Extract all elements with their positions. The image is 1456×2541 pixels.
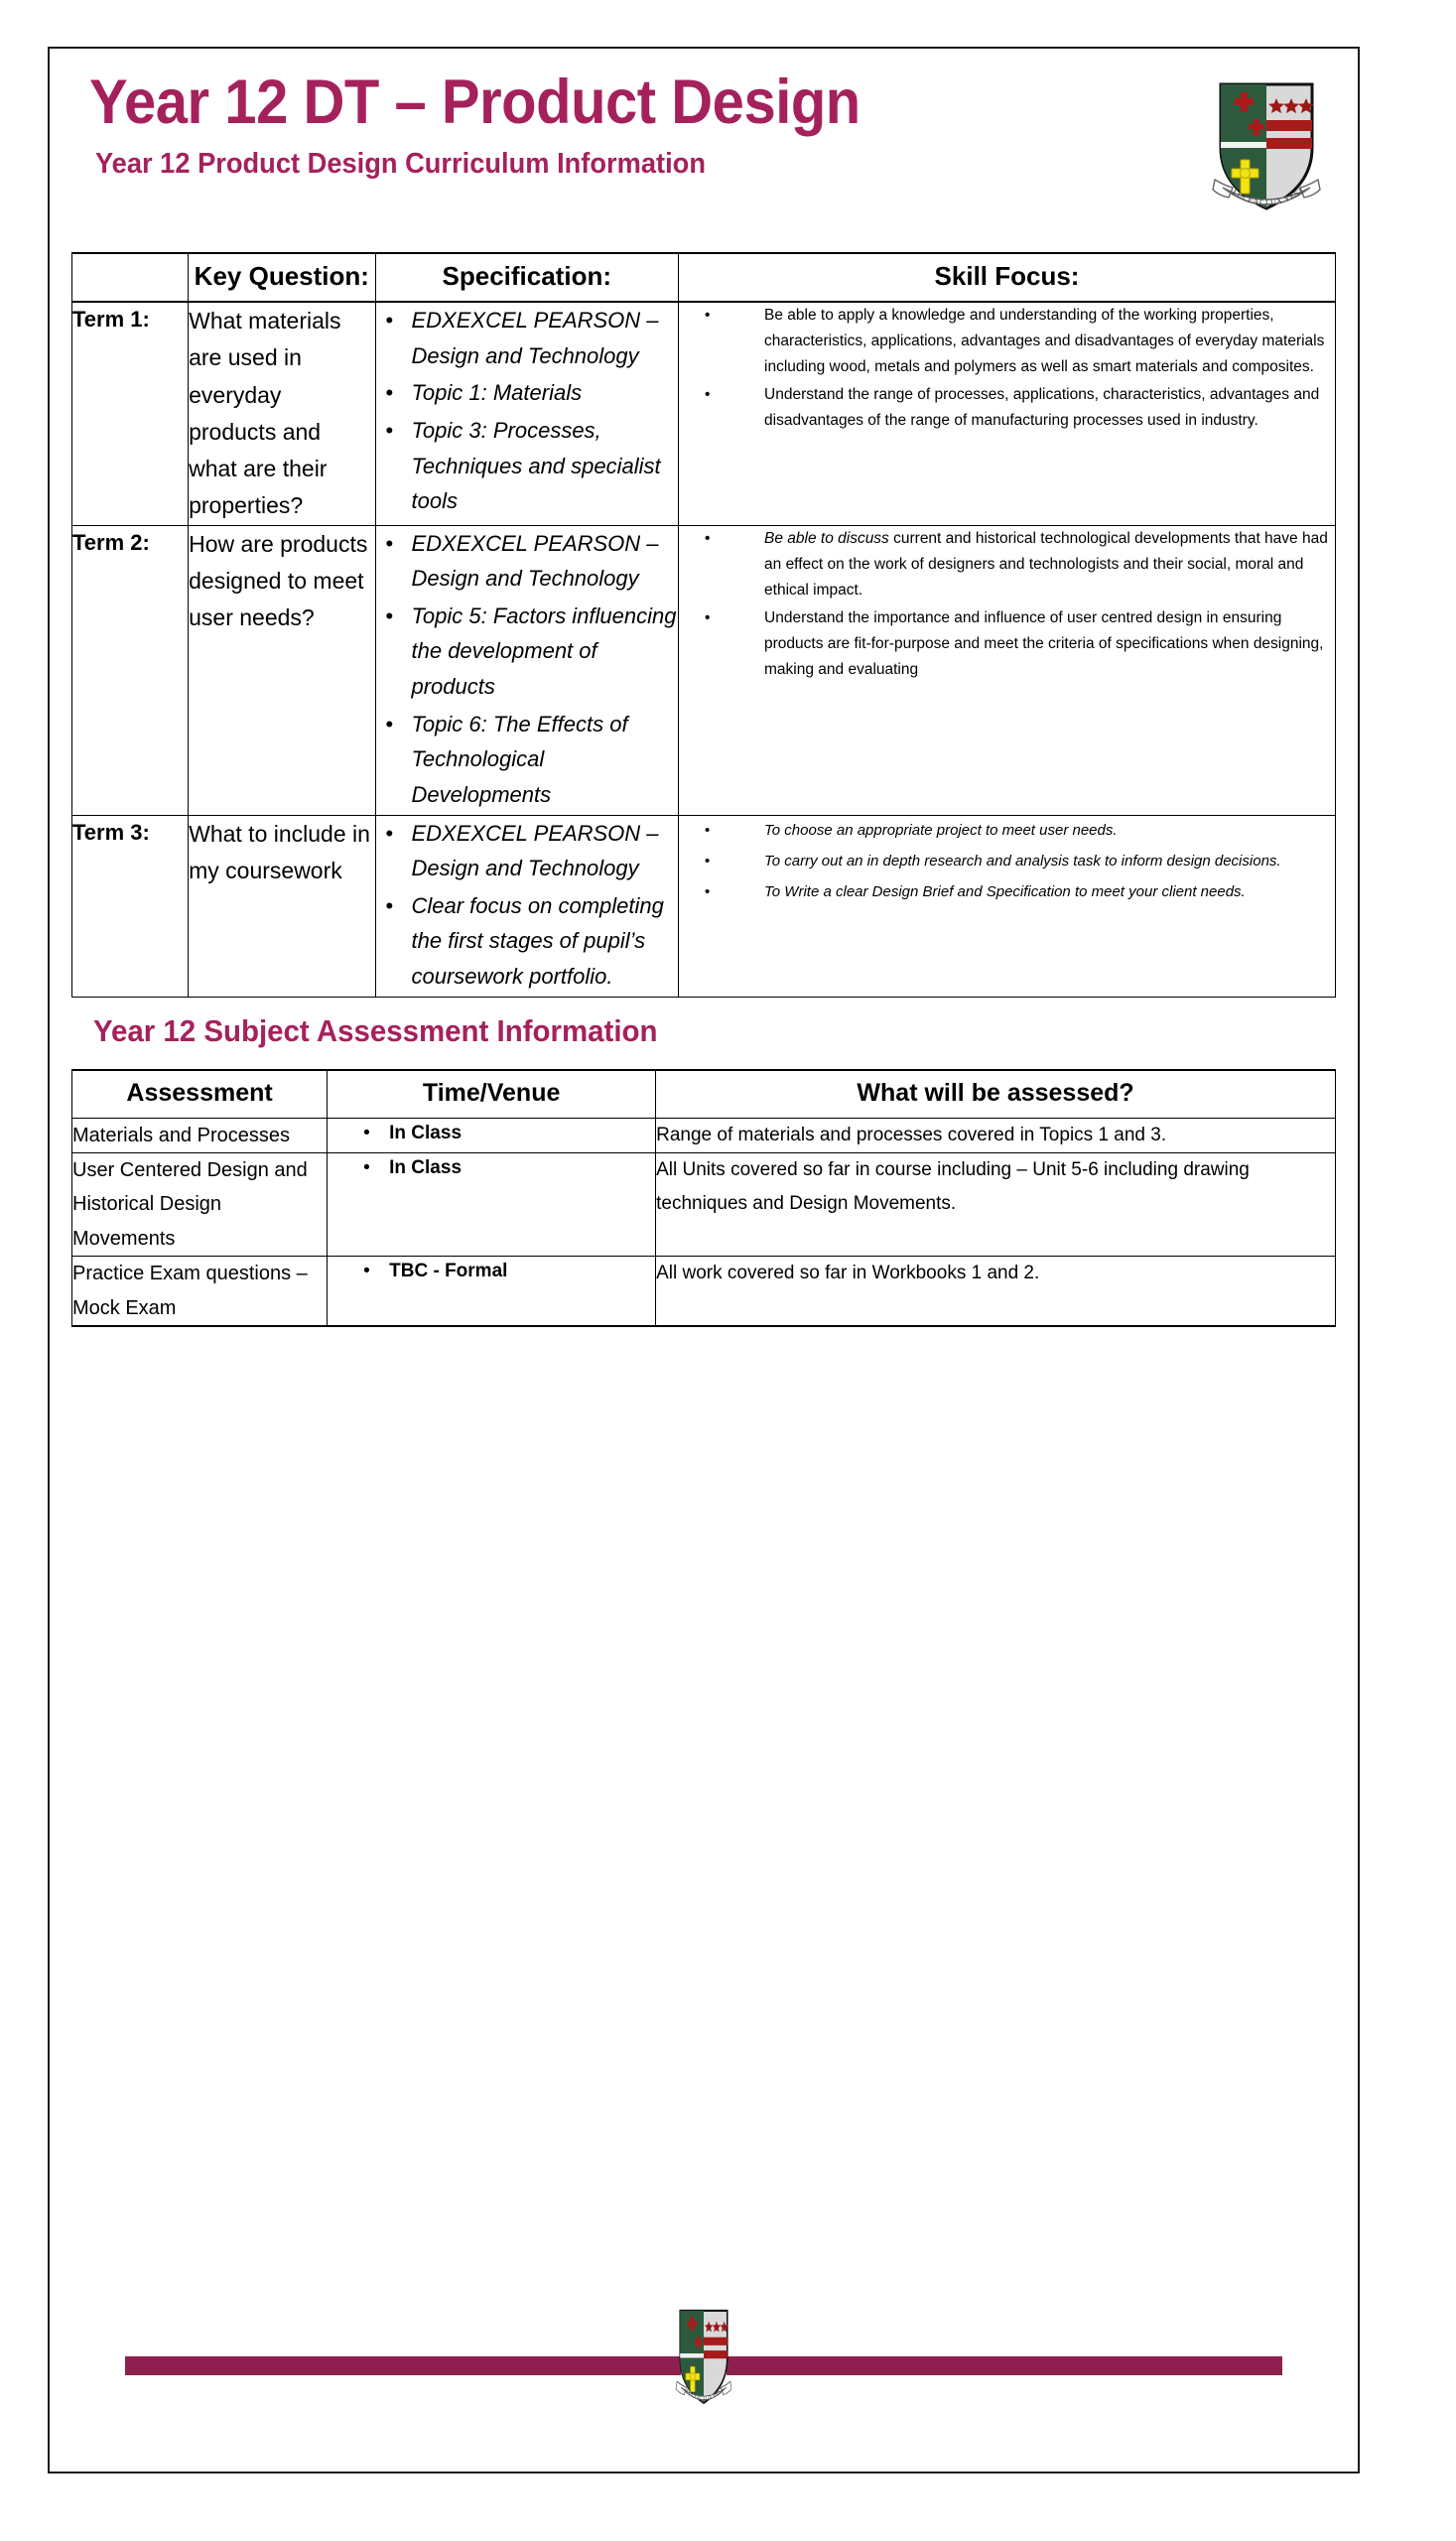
curriculum-header-specification: Specification: (375, 253, 679, 302)
italic-lead: Be able to discuss (764, 529, 889, 547)
specification-list (375, 302, 679, 525)
assessment-name: Materials and Processes (72, 1118, 328, 1152)
table-row (72, 815, 1336, 997)
term-label: Term 2: (72, 525, 189, 815)
school-crest-icon (1203, 76, 1330, 215)
assessment-time-venue (328, 1118, 656, 1152)
list-item: • Understand the range of processes, applications, characteristics, advantages and disadvantages of the range of manufacturing processes used in industry. (679, 382, 1335, 434)
assessment-header-row (72, 1070, 1336, 1119)
assessment-time-venue (328, 1257, 656, 1326)
school-crest-icon-footer (673, 2305, 734, 2408)
assessment-what: Range of materials and processes covered in Topics 1 and 3. (656, 1118, 1336, 1152)
assessment-table (71, 1069, 1336, 1327)
list-item: • To choose an appropriate project to meet user needs. (679, 816, 1335, 845)
list-item: • Topic 5: Factors influencing the development of products (376, 599, 679, 705)
assessment-header-time-venue: Time/Venue (328, 1070, 656, 1119)
assessment-what: All work covered so far in Workbooks 1 and 2. (656, 1257, 1336, 1326)
list-item: • Be able to apply a knowledge and understanding of the working properties, characteristics, applications, advantages and disadvantages of everyday materials including wood, metals and polymers as well as smart materials and composites. (679, 303, 1335, 380)
curriculum-header-skill-focus: Skill Focus: (679, 253, 1336, 302)
curriculum-header-key-question: Key Question: (189, 253, 375, 302)
skill-focus-list (679, 815, 1336, 997)
term-label: Term 1: (72, 302, 189, 525)
curriculum-header-row (72, 253, 1336, 302)
table-row (72, 1153, 1336, 1257)
assessment-header-what: What will be assessed? (656, 1070, 1336, 1119)
specification-list (375, 815, 679, 997)
table-row (72, 1118, 1336, 1152)
table-row (72, 302, 1336, 525)
document-page (48, 47, 1360, 2474)
assessment-header-assessment: Assessment (72, 1070, 328, 1119)
list-item: • To carry out an in depth research and analysis task to inform design decisions. (679, 847, 1335, 875)
list-item: • Be able to discuss current and historical technological developments that have had an effect on the work of designers and technologists and their social, moral and ethical impact. (679, 526, 1335, 603)
page-subtitle: Year 12 Product Design Curriculum Information (95, 148, 706, 181)
list-item: • Clear focus on completing the first stages of pupil’s coursework portfolio. (376, 888, 679, 995)
assessment-section-title: Year 12 Subject Assessment Information (93, 1012, 658, 1048)
curriculum-table (71, 252, 1336, 998)
curriculum-header-term (72, 253, 189, 302)
list-item: • Understand the importance and influence of user centred design in ensuring products are fit-for-purpose and meet the criteria of specifications when designing, making and evaluating (679, 605, 1335, 683)
list-item: • In Class (328, 1153, 655, 1183)
specification-list (375, 525, 679, 815)
list-item: • TBC - Formal (328, 1257, 655, 1286)
list-item: • Topic 3: Processes, Techniques and specialist tools (376, 413, 679, 519)
table-row (72, 525, 1336, 815)
page-title: Year 12 DT – Product Design (89, 67, 860, 137)
assessment-time-venue (328, 1153, 656, 1257)
term-label: Term 3: (72, 815, 189, 997)
key-question-text: How are products designed to meet user needs? (189, 525, 375, 815)
footer-bar-right (727, 2356, 1282, 2375)
document-header (71, 67, 1336, 234)
list-item: • To Write a clear Design Brief and Specification to meet your client needs. (679, 877, 1335, 906)
footer-bar-left (125, 2356, 681, 2375)
list-item: • EDXEXCEL PEARSON – Design and Technology (376, 526, 679, 597)
skill-focus-list (679, 525, 1336, 815)
list-item: • EDXEXCEL PEARSON – Design and Technology (376, 303, 679, 373)
assessment-name: User Centered Design and Historical Design Movements (72, 1153, 328, 1257)
list-item: • Topic 1: Materials (376, 375, 679, 411)
key-question-text: What materials are used in everyday products and what are their properties? (189, 302, 375, 525)
assessment-name: Practice Exam questions – Mock Exam (72, 1257, 328, 1326)
key-question-text: What to include in my coursework (189, 815, 375, 997)
list-item: • Topic 6: The Effects of Technological Developments (376, 707, 679, 813)
list-item: • EDXEXCEL PEARSON – Design and Technology (376, 816, 679, 886)
table-row (72, 1257, 1336, 1326)
document-footer (50, 2297, 1358, 2416)
list-item: • In Class (328, 1119, 655, 1148)
skill-focus-list (679, 302, 1336, 525)
assessment-what: All Units covered so far in course including – Unit 5-6 including drawing techniques and Design Movements. (656, 1153, 1336, 1257)
